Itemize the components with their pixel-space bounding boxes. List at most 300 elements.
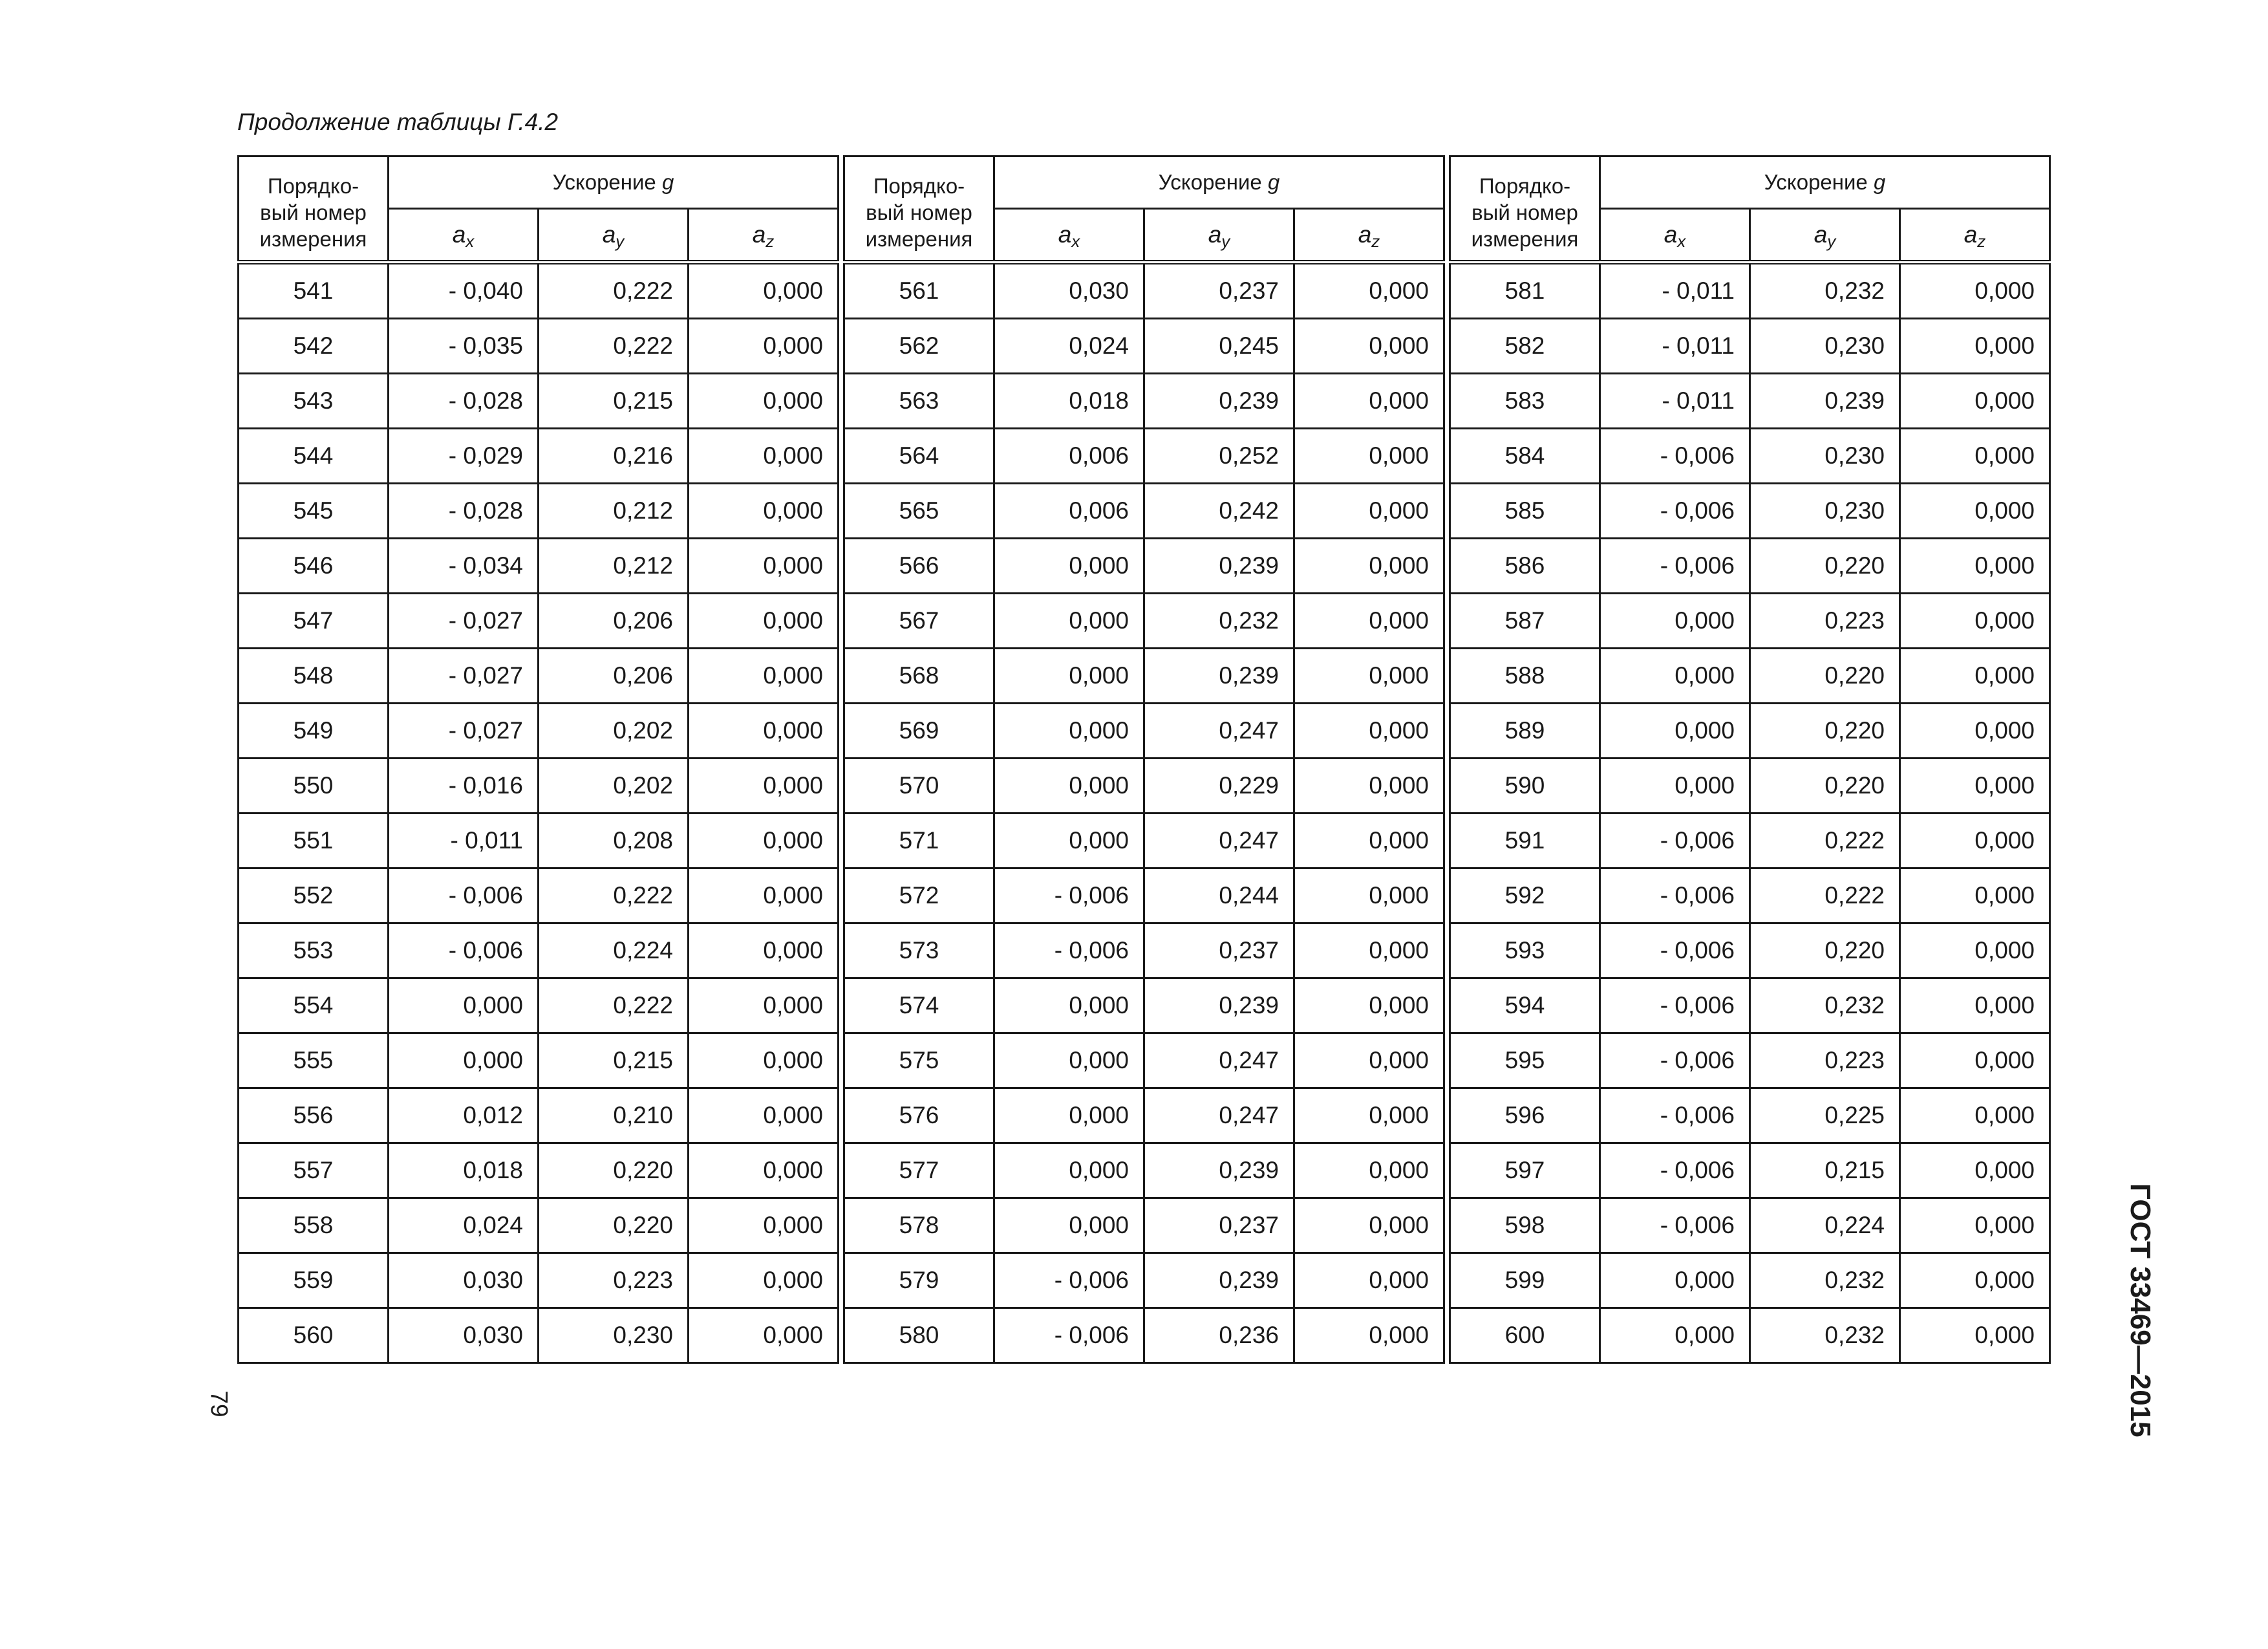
az-cell: 0,000: [689, 1198, 839, 1253]
measurement-number-cell: 573: [844, 923, 994, 978]
az-cell: 0,000: [689, 539, 839, 594]
measurement-table-1: [237, 155, 839, 1364]
measurement-number-cell: 582: [1450, 319, 1600, 374]
measurement-number-cell: 578: [844, 1198, 994, 1253]
table-row: [844, 814, 1444, 868]
table-row: [239, 978, 839, 1033]
measurement-number-header-line: Порядко-: [1479, 174, 1571, 198]
measurement-number-cell: 551: [239, 814, 389, 868]
ax-cell: - 0,011: [389, 814, 539, 868]
ay-header: [539, 209, 689, 263]
ax-cell: 0,000: [994, 978, 1144, 1033]
measurement-number-header-line: вый номер: [1471, 200, 1578, 224]
measurement-number-cell: 563: [844, 374, 994, 429]
measurement-number-cell: 593: [1450, 923, 1600, 978]
ay-cell: 0,239: [1750, 374, 1900, 429]
table-row: [1450, 374, 2050, 429]
measurement-number-header-line: вый номер: [866, 200, 972, 224]
az-cell: 0,000: [1294, 1143, 1444, 1198]
table-row: [1450, 868, 2050, 923]
measurement-number-cell: 546: [239, 539, 389, 594]
measurement-number-cell: 559: [239, 1253, 389, 1308]
az-cell: 0,000: [689, 1088, 839, 1143]
table-row: [1450, 814, 2050, 868]
az-cell: 0,000: [1900, 1033, 2050, 1088]
az-cell: 0,000: [689, 814, 839, 868]
ax-cell: 0,024: [389, 1198, 539, 1253]
az-cell: 0,000: [1900, 484, 2050, 539]
table-caption: Продолжение таблицы Г.4.2: [237, 109, 559, 135]
ax-cell: - 0,027: [389, 704, 539, 759]
ax-cell: 0,012: [389, 1088, 539, 1143]
ay-cell: 0,222: [539, 319, 689, 374]
measurement-table-3: [1449, 155, 2051, 1364]
table-row: [844, 319, 1444, 374]
az-cell: 0,000: [1294, 1088, 1444, 1143]
ay-cell: 0,239: [1144, 649, 1294, 704]
ax-cell: 0,000: [994, 1088, 1144, 1143]
az-cell: 0,000: [1900, 374, 2050, 429]
ay-cell: 0,215: [1750, 1143, 1900, 1198]
table-row: [1450, 1088, 2050, 1143]
az-header: [1294, 209, 1444, 263]
ay-cell: 0,224: [1750, 1198, 1900, 1253]
page-number: 79: [206, 1390, 233, 1417]
measurement-number-cell: 543: [239, 374, 389, 429]
ay-cell: 0,222: [539, 978, 689, 1033]
measurement-number-cell: 556: [239, 1088, 389, 1143]
ax-cell: - 0,029: [389, 429, 539, 484]
measurement-number-header-line: Порядко-: [873, 174, 965, 198]
table-row: [844, 704, 1444, 759]
table-row: [239, 649, 839, 704]
table-row: [239, 814, 839, 868]
table-row: [844, 263, 1444, 319]
ax-cell: - 0,006: [994, 1308, 1144, 1363]
table-row: [844, 1033, 1444, 1088]
measurement-number-cell: 598: [1450, 1198, 1600, 1253]
az-cell: 0,000: [1294, 594, 1444, 649]
table-row: [239, 923, 839, 978]
table-row: [844, 1308, 1444, 1363]
ay-cell: 0,202: [539, 704, 689, 759]
ax-cell: - 0,028: [389, 374, 539, 429]
az-cell: 0,000: [689, 759, 839, 814]
table-row: [844, 1253, 1444, 1308]
measurement-number-cell: 553: [239, 923, 389, 978]
ay-cell: 0,206: [539, 594, 689, 649]
az-cell: 0,000: [689, 484, 839, 539]
ay-cell: 0,225: [1750, 1088, 1900, 1143]
table-row: [239, 1198, 839, 1253]
az-header-base: a: [752, 221, 766, 248]
az-cell: 0,000: [689, 923, 839, 978]
ay-cell: 0,223: [1750, 1033, 1900, 1088]
table-row: [844, 1198, 1444, 1253]
ax-cell: - 0,006: [1600, 923, 1750, 978]
ay-cell: 0,220: [539, 1198, 689, 1253]
ax-cell: - 0,006: [1600, 814, 1750, 868]
measurement-number-cell: 544: [239, 429, 389, 484]
table-row: [844, 594, 1444, 649]
ax-cell: 0,000: [994, 594, 1144, 649]
ax-cell: 0,000: [994, 814, 1144, 868]
table-row: [844, 539, 1444, 594]
ax-cell: - 0,006: [1600, 1033, 1750, 1088]
measurement-number-cell: 549: [239, 704, 389, 759]
ay-cell: 0,232: [1750, 1253, 1900, 1308]
measurement-number-cell: 560: [239, 1308, 389, 1363]
az-cell: 0,000: [1900, 1143, 2050, 1198]
ay-cell: 0,222: [539, 263, 689, 319]
ay-cell: 0,215: [539, 374, 689, 429]
az-cell: 0,000: [689, 1143, 839, 1198]
ay-header-subscript: y: [1827, 231, 1836, 251]
az-cell: 0,000: [1294, 704, 1444, 759]
ay-cell: 0,220: [539, 1143, 689, 1198]
table-row: [239, 759, 839, 814]
ay-cell: 0,220: [1750, 704, 1900, 759]
acceleration-header: [994, 156, 1444, 209]
az-header: [689, 209, 839, 263]
az-cell: 0,000: [1900, 594, 2050, 649]
ay-cell: 0,220: [1750, 759, 1900, 814]
ay-cell: 0,216: [539, 429, 689, 484]
az-cell: 0,000: [1900, 978, 2050, 1033]
table-row: [1450, 539, 2050, 594]
ay-cell: 0,239: [1144, 374, 1294, 429]
table-row: [239, 868, 839, 923]
measurement-number-cell: 561: [844, 263, 994, 319]
az-cell: 0,000: [1294, 429, 1444, 484]
measurement-number-cell: 590: [1450, 759, 1600, 814]
table-row: [1450, 1308, 2050, 1363]
ax-cell: 0,000: [389, 1033, 539, 1088]
measurement-number-cell: 574: [844, 978, 994, 1033]
az-header: [1900, 209, 2050, 263]
ax-cell: - 0,006: [1600, 1088, 1750, 1143]
measurement-number-header: [1450, 156, 1600, 263]
ay-cell: 0,220: [1750, 923, 1900, 978]
table-row: [1450, 429, 2050, 484]
measurement-number-cell: 572: [844, 868, 994, 923]
ax-cell: - 0,034: [389, 539, 539, 594]
table-row: [844, 759, 1444, 814]
table-row: [239, 1308, 839, 1363]
ay-cell: 0,247: [1144, 704, 1294, 759]
measurement-number-cell: 581: [1450, 263, 1600, 319]
acceleration-unit: g: [1873, 170, 1886, 195]
ay-cell: 0,230: [539, 1308, 689, 1363]
az-cell: 0,000: [1294, 1033, 1444, 1088]
ax-cell: - 0,011: [1600, 319, 1750, 374]
table-row: [1450, 1143, 2050, 1198]
ax-header-base: a: [452, 221, 466, 248]
table-row: [239, 1088, 839, 1143]
ay-cell: 0,230: [1750, 319, 1900, 374]
ax-cell: - 0,006: [1600, 484, 1750, 539]
ax-cell: 0,030: [389, 1253, 539, 1308]
ax-header-subscript: x: [1071, 231, 1080, 251]
ay-cell: 0,224: [539, 923, 689, 978]
measurement-number-cell: 589: [1450, 704, 1600, 759]
ax-header-base: a: [1664, 221, 1678, 248]
az-cell: 0,000: [1294, 484, 1444, 539]
ay-cell: 0,215: [539, 1033, 689, 1088]
measurement-number-cell: 545: [239, 484, 389, 539]
table-row: [1450, 923, 2050, 978]
ax-cell: - 0,040: [389, 263, 539, 319]
ax-cell: - 0,006: [1600, 429, 1750, 484]
acceleration-label: Ускорение: [1764, 170, 1874, 195]
table-row: [239, 704, 839, 759]
ax-cell: 0,030: [389, 1308, 539, 1363]
ax-cell: - 0,006: [1600, 1143, 1750, 1198]
az-cell: 0,000: [1900, 539, 2050, 594]
acceleration-label: Ускорение: [1158, 170, 1268, 195]
ay-cell: 0,247: [1144, 1033, 1294, 1088]
measurement-number-cell: 565: [844, 484, 994, 539]
az-cell: 0,000: [1900, 1088, 2050, 1143]
ay-cell: 0,223: [1750, 594, 1900, 649]
measurement-number-cell: 568: [844, 649, 994, 704]
az-header-base: a: [1963, 221, 1978, 248]
ax-cell: 0,000: [1600, 594, 1750, 649]
az-cell: 0,000: [1900, 814, 2050, 868]
table-row: [239, 1253, 839, 1308]
ax-cell: - 0,011: [1600, 374, 1750, 429]
az-cell: 0,000: [1294, 923, 1444, 978]
measurement-number-cell: 594: [1450, 978, 1600, 1033]
measurement-number-cell: 548: [239, 649, 389, 704]
table-row: [1450, 1033, 2050, 1088]
measurement-number-cell: 566: [844, 539, 994, 594]
measurement-number-cell: 547: [239, 594, 389, 649]
az-header-subscript: z: [765, 231, 775, 251]
ax-cell: - 0,006: [389, 923, 539, 978]
az-cell: 0,000: [689, 1308, 839, 1363]
measurement-number-cell: 599: [1450, 1253, 1600, 1308]
ay-cell: 0,239: [1144, 1253, 1294, 1308]
ax-cell: - 0,027: [389, 594, 539, 649]
table-row: [844, 868, 1444, 923]
az-cell: 0,000: [1900, 923, 2050, 978]
ax-header: [389, 209, 539, 263]
az-cell: 0,000: [689, 263, 839, 319]
table-row: [1450, 319, 2050, 374]
ay-cell: 0,210: [539, 1088, 689, 1143]
az-cell: 0,000: [689, 1033, 839, 1088]
ay-cell: 0,202: [539, 759, 689, 814]
ay-cell: 0,212: [539, 484, 689, 539]
ay-cell: 0,222: [1750, 814, 1900, 868]
az-cell: 0,000: [1900, 1253, 2050, 1308]
az-cell: 0,000: [1900, 263, 2050, 319]
measurement-number-cell: 600: [1450, 1308, 1600, 1363]
measurement-number-header-line: вый номер: [260, 200, 367, 224]
az-cell: 0,000: [1294, 319, 1444, 374]
ay-cell: 0,239: [1144, 1143, 1294, 1198]
ax-cell: 0,000: [389, 978, 539, 1033]
az-cell: 0,000: [1900, 319, 2050, 374]
table-row: [239, 594, 839, 649]
measurement-number-cell: 595: [1450, 1033, 1600, 1088]
az-cell: 0,000: [1294, 263, 1444, 319]
ay-header-base: a: [602, 221, 616, 248]
ax-cell: - 0,006: [1600, 1198, 1750, 1253]
measurement-number-cell: 596: [1450, 1088, 1600, 1143]
az-cell: 0,000: [1294, 1308, 1444, 1363]
measurement-number-cell: 577: [844, 1143, 994, 1198]
table-row: [844, 1088, 1444, 1143]
ax-cell: - 0,035: [389, 319, 539, 374]
ax-header-subscript: x: [1677, 231, 1686, 251]
az-cell: 0,000: [1900, 1198, 2050, 1253]
ay-header: [1750, 209, 1900, 263]
measurement-number-cell: 592: [1450, 868, 1600, 923]
az-cell: 0,000: [1900, 704, 2050, 759]
measurement-number-cell: 564: [844, 429, 994, 484]
ax-cell: 0,018: [994, 374, 1144, 429]
az-cell: 0,000: [689, 594, 839, 649]
ax-cell: - 0,006: [389, 868, 539, 923]
table-row: [1450, 1198, 2050, 1253]
table-row: [239, 1143, 839, 1198]
ay-cell: 0,208: [539, 814, 689, 868]
ay-cell: 0,242: [1144, 484, 1294, 539]
table-row: [844, 374, 1444, 429]
az-cell: 0,000: [689, 319, 839, 374]
table-row: [1450, 978, 2050, 1033]
ax-cell: 0,006: [994, 429, 1144, 484]
measurement-number-cell: 584: [1450, 429, 1600, 484]
measurement-number-cell: 550: [239, 759, 389, 814]
ay-cell: 0,230: [1750, 429, 1900, 484]
table-row: [1450, 1253, 2050, 1308]
measurement-number-cell: 597: [1450, 1143, 1600, 1198]
ay-cell: 0,232: [1750, 978, 1900, 1033]
acceleration-label: Ускорение: [552, 170, 662, 195]
az-header-base: a: [1358, 221, 1372, 248]
ax-cell: 0,000: [1600, 1253, 1750, 1308]
ay-cell: 0,244: [1144, 868, 1294, 923]
az-cell: 0,000: [1294, 978, 1444, 1033]
measurement-number-cell: 583: [1450, 374, 1600, 429]
az-header-subscript: z: [1977, 231, 1986, 251]
ay-cell: 0,206: [539, 649, 689, 704]
ax-cell: - 0,006: [994, 923, 1144, 978]
az-cell: 0,000: [689, 649, 839, 704]
document-code: ГОСТ 33469—2015: [2124, 1183, 2156, 1438]
ax-cell: 0,000: [994, 704, 1144, 759]
ay-cell: 0,232: [1750, 263, 1900, 319]
table-row: [1450, 704, 2050, 759]
table-row: [1450, 594, 2050, 649]
measurement-number-header: [239, 156, 389, 263]
acceleration-unit: g: [1267, 170, 1280, 195]
az-cell: 0,000: [1294, 814, 1444, 868]
az-header-subscript: z: [1371, 231, 1380, 251]
measurement-number-cell: 591: [1450, 814, 1600, 868]
ay-cell: 0,239: [1144, 539, 1294, 594]
ax-cell: - 0,006: [994, 1253, 1144, 1308]
ax-cell: 0,000: [994, 649, 1144, 704]
measurement-number-header-line: измерения: [1471, 227, 1579, 251]
table-row: [239, 429, 839, 484]
ax-cell: 0,024: [994, 319, 1144, 374]
ay-cell: 0,229: [1144, 759, 1294, 814]
ax-cell: 0,000: [994, 759, 1144, 814]
ay-cell: 0,223: [539, 1253, 689, 1308]
measurement-number-cell: 580: [844, 1308, 994, 1363]
tables-container: [237, 155, 2051, 1364]
table-row: [239, 263, 839, 319]
az-cell: 0,000: [1294, 649, 1444, 704]
table-row: [239, 539, 839, 594]
ay-cell: 0,232: [1144, 594, 1294, 649]
acceleration-header: [389, 156, 839, 209]
az-cell: 0,000: [1294, 759, 1444, 814]
az-cell: 0,000: [1900, 759, 2050, 814]
ay-cell: 0,220: [1750, 649, 1900, 704]
measurement-number-cell: 562: [844, 319, 994, 374]
ax-cell: 0,000: [994, 1198, 1144, 1253]
table-row: [844, 978, 1444, 1033]
ax-cell: 0,000: [994, 1143, 1144, 1198]
measurement-number-cell: 567: [844, 594, 994, 649]
ax-cell: 0,006: [994, 484, 1144, 539]
ay-header-subscript: y: [615, 231, 625, 251]
table-row: [844, 923, 1444, 978]
table-row: [239, 484, 839, 539]
ax-header-base: a: [1058, 221, 1072, 248]
az-cell: 0,000: [689, 978, 839, 1033]
table-row: [844, 649, 1444, 704]
measurement-number-cell: 569: [844, 704, 994, 759]
acceleration-unit: g: [661, 170, 674, 195]
table-row: [1450, 759, 2050, 814]
ay-header-base: a: [1208, 221, 1222, 248]
ax-cell: 0,018: [389, 1143, 539, 1198]
measurement-number-cell: 576: [844, 1088, 994, 1143]
ay-header-base: a: [1813, 221, 1828, 248]
az-cell: 0,000: [689, 868, 839, 923]
measurement-number-header-line: Порядко-: [267, 174, 359, 198]
measurement-number-cell: 586: [1450, 539, 1600, 594]
measurement-number-cell: 541: [239, 263, 389, 319]
measurement-number-cell: 588: [1450, 649, 1600, 704]
az-cell: 0,000: [1900, 868, 2050, 923]
table-row: [1450, 649, 2050, 704]
ax-cell: - 0,016: [389, 759, 539, 814]
ay-cell: 0,247: [1144, 814, 1294, 868]
ax-cell: - 0,028: [389, 484, 539, 539]
az-cell: 0,000: [1294, 1198, 1444, 1253]
az-cell: 0,000: [689, 374, 839, 429]
ax-header: [1600, 209, 1750, 263]
az-cell: 0,000: [1294, 374, 1444, 429]
ax-cell: 0,000: [994, 1033, 1144, 1088]
ay-cell: 0,232: [1750, 1308, 1900, 1363]
measurement-number-cell: 555: [239, 1033, 389, 1088]
measurement-table-2: [843, 155, 1445, 1364]
measurement-number-cell: 571: [844, 814, 994, 868]
measurement-number-cell: 554: [239, 978, 389, 1033]
measurement-number-header: [844, 156, 994, 263]
measurement-number-cell: 585: [1450, 484, 1600, 539]
ay-cell: 0,212: [539, 539, 689, 594]
ax-cell: - 0,006: [994, 868, 1144, 923]
